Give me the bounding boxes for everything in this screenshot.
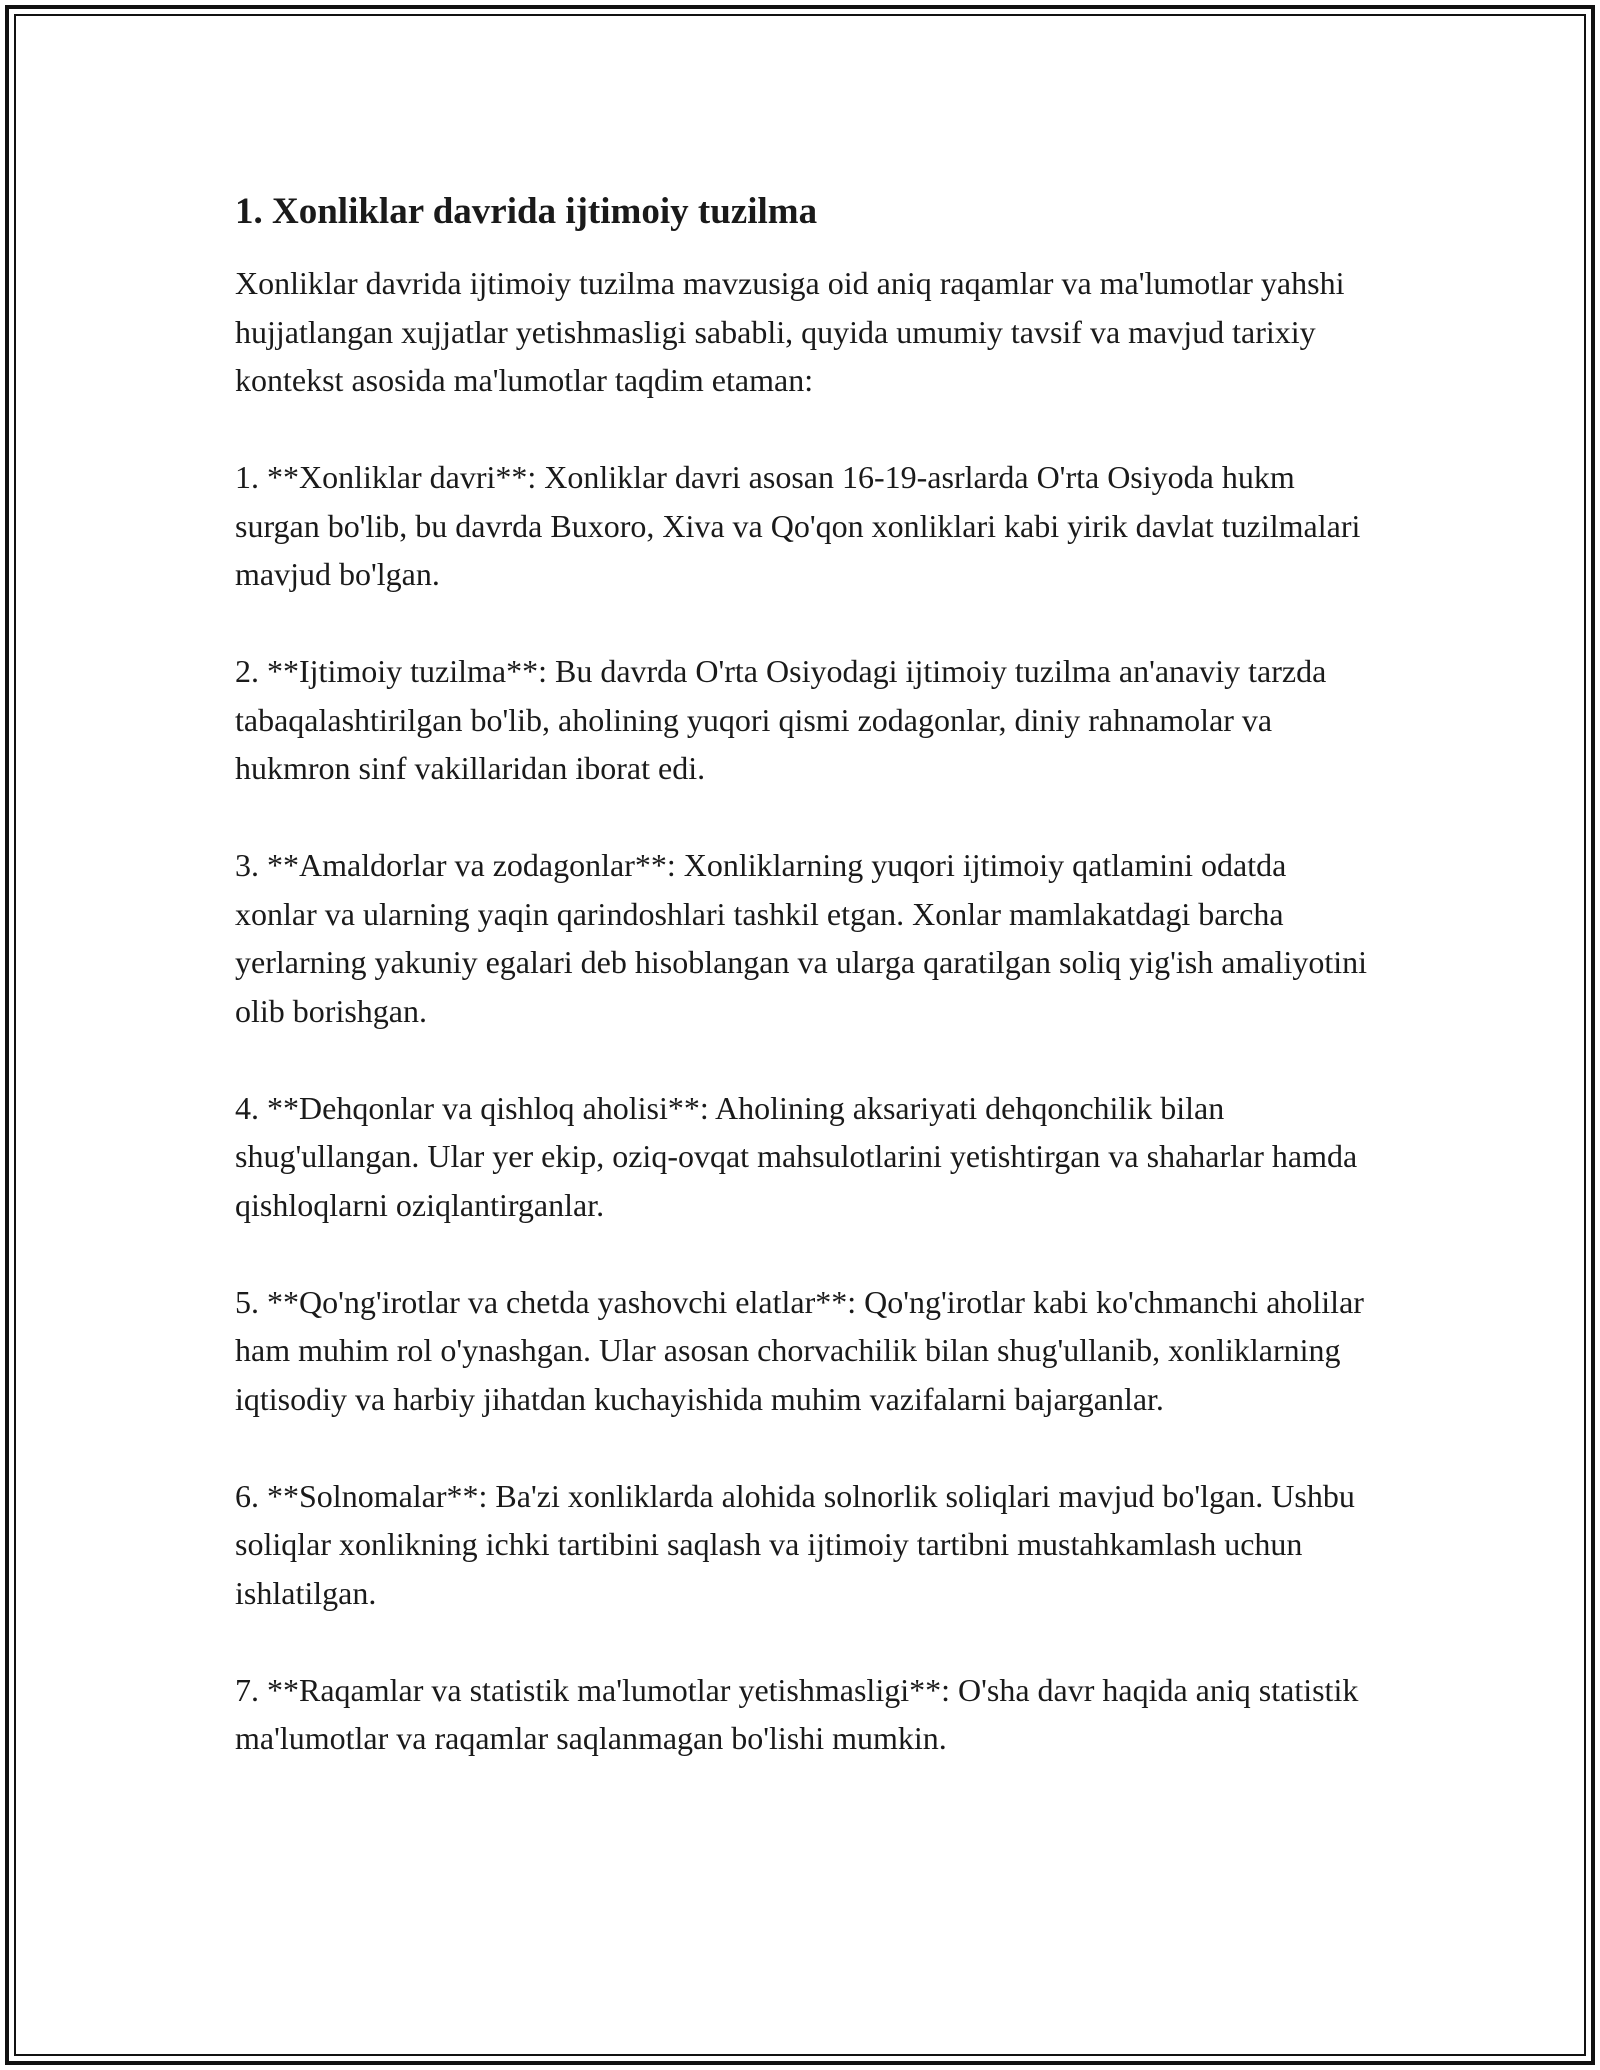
list-item: 7. **Raqamlar va statistik ma'lumotlar yetishmasligi**: O'sha davr haqida aniq statistik ma'lumotlar va raqamlar saqlanmagan bo'lishi mumkin. [235, 1671, 1359, 1756]
list-item: 5. **Qo'ng'irotlar va chetda yashovchi elatlar**: Qo'ng'irotlar kabi ko'chmanchi aholilar ham muhim rol o'ynashgan. Ular asosan chorvachilik bilan shug'ullanib, xonliklarning iqtisodiy va harbiy jihatdan kuchayishida muhim vazifalarni bajarganlar. [235, 1283, 1364, 1417]
list-item: 3. **Amaldorlar va zodagonlar**: Xonliklarning yuqori ijtimoiy qatlamini odatda xonlar va ularning yaqin qarindoshlari tashkil etgan. Xonlar mamlakatdagi barcha yerlarning yakuniy egalari deb hisoblangan va ularga qaratilgan soliq yig'ish amaliyotini olib borishgan. [235, 847, 1367, 1029]
list-item: 2. **Ijtimoiy tuzilma**: Bu davrda O'rta Osiyodagi ijtimoiy tuzilma an'anaviy tarzda tabaqalashtirilgan bo'lib, aholining yuqori qismi zodagonlar, diniy rahnamolar va hukmron sinf vakillaridan iborat edi. [235, 653, 1327, 786]
intro-paragraph: Xonliklar davrida ijtimoiy tuzilma mavzusiga oid aniq raqamlar va ma'lumotlar yahshi hujjatlangan xujjatlar yetishmasligi sababli, quyida umumiy tavsif va mavjud tarixiy kontekst asosida ma'lumotlar taqdim etaman: [235, 265, 1345, 398]
list-item: 6. **Solnomalar**: Ba'zi xonliklarda alohida solnorlik soliqlari mavjud bo'lgan. Ushbu soliqlar xonlikning ichki tartibini saqlash va ijtimoiy tartibni mustahkamlash uchun ishlatilgan. [235, 1477, 1355, 1611]
document-title: 1. Xonliklar davrida ijtimoiy tuzilma [235, 191, 818, 232]
document-body [235, 185, 1375, 1811]
list-item: 4. **Dehqonlar va qishloq aholisi**: Aholining aksariyati dehqonchilik bilan shug'ullangan. Ular yer ekip, oziq-ovqat mahsulotlarini yetishtirgan va shaharlar hamda qishloqlarni oziqlantirganlar. [235, 1089, 1358, 1223]
list-item: 1. **Xonliklar davri**: Xonliklar davri asosan 16-19-asrlarda O'rta Osiyoda hukm surgan bo'lib, bu davrda Buxoro, Xiva va Qo'qon xonliklari kabi yirik davlat tuzilmalari mavjud bo'lgan. [235, 459, 1361, 592]
